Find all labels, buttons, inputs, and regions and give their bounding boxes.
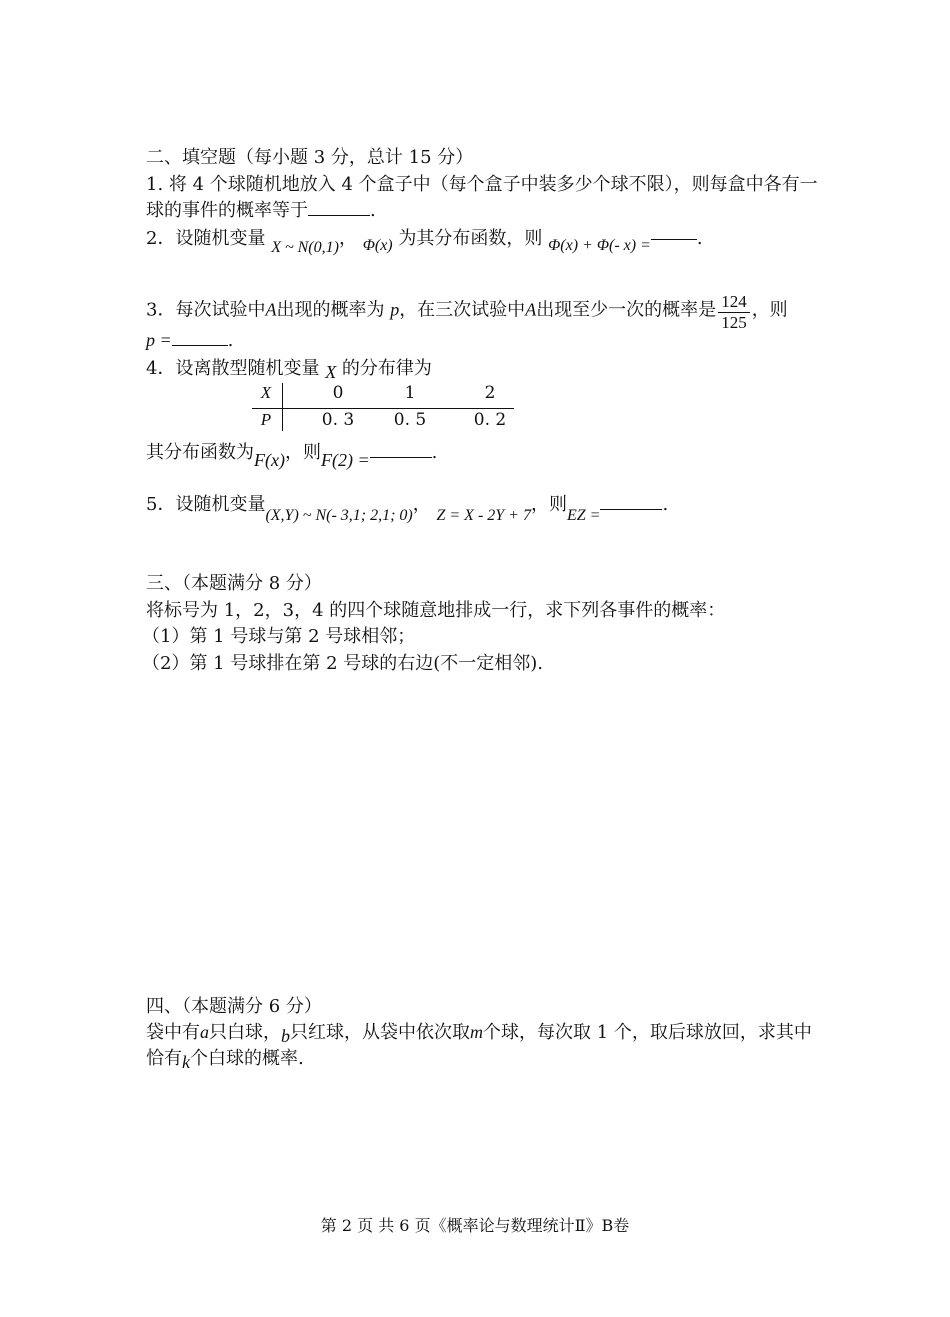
question-2-expression: Φ(x) + Φ(- x) = <box>548 237 651 254</box>
table-cell-x-2: 2 <box>484 383 496 403</box>
section-4-var-a: a <box>200 1022 209 1042</box>
answer-blank-1 <box>308 199 370 216</box>
question-4-line-2: 其分布函数为F(x)，则F(2) = . <box>146 442 438 470</box>
fraction-denominator: 125 <box>721 313 747 332</box>
question-3-fraction <box>718 292 750 333</box>
section-4-text-d: 个球，每次取 1 个，取后球放回，求其中 <box>483 1022 812 1043</box>
question-5-prefix: 5．设随机变量 <box>146 494 266 515</box>
question-3-event-a-2: A <box>525 299 537 320</box>
question-3 <box>146 290 788 331</box>
question-3-p-eq: p = <box>146 330 172 350</box>
table-row-x <box>252 383 514 409</box>
question-4-cdf-prefix: 其分布函数为 <box>146 442 254 463</box>
section-4-title: 四、（本题满分 6 分） <box>146 996 322 1017</box>
section-4-text-b: 只白球， <box>209 1022 281 1043</box>
question-4-suffix: 的分布律为 <box>341 358 432 379</box>
table-cell-x-0: 0 <box>332 383 344 403</box>
table-row-p <box>252 410 514 436</box>
question-5-sep: ， <box>412 494 431 515</box>
section-4-var-k: k <box>182 1052 190 1072</box>
question-3-prefix: 3．每次试验中 <box>146 299 266 321</box>
question-3-line-2: p = . <box>146 330 234 351</box>
question-3-mid-2: ，在三次试验中 <box>399 299 526 321</box>
answer-blank-5 <box>600 493 662 510</box>
section-4-text-a: 袋中有 <box>146 1022 200 1043</box>
page-footer: 第 2 页 共 6 页《概率论与数理统计Ⅱ》B卷 <box>320 1216 630 1235</box>
question-1-line-1: 1. 将 4 个球随机地放入 4 个盒子中（每个盒子中装多少个球不限），则每盒中各有一 <box>146 174 818 195</box>
question-2-distribution: X ~ N(0,1) <box>271 239 339 256</box>
question-3-event-a: A <box>265 299 277 320</box>
question-4-cdf: F(x) <box>254 450 285 470</box>
table-header-p: P <box>260 410 272 429</box>
section-3-body: 将标号为 1，2，3，4 的四个球随意地排成一行，求下列各事件的概率： <box>146 600 726 621</box>
question-3-mid-3: 出现至少一次的概率是 <box>536 299 717 321</box>
answer-blank-4 <box>370 441 432 458</box>
table-cell-p-1: 0. 5 <box>393 410 427 430</box>
question-1-line-2: 球的事件的概率等于 . <box>146 200 376 221</box>
question-5: 5．设随机变量(X,Y) ~ N(- 3,1; 2,1; 0)， Z = X - 2Y + 7，则EZ =. <box>146 494 669 524</box>
section-4-var-b: b <box>281 1026 290 1046</box>
question-3-mid-1: 出现的概率为 <box>276 299 385 321</box>
question-5-distribution: (X,Y) ~ N(- 3,1; 2,1; 0) <box>265 507 413 524</box>
section-4-line-2 <box>146 1046 304 1071</box>
question-5-mid: ，则 <box>530 494 567 515</box>
question-4 <box>146 356 432 381</box>
question-2-mid: 为其分布函数，则 <box>398 228 543 249</box>
question-2-phi: Φ(x) <box>362 237 393 254</box>
question-4-f2: F(2) = <box>320 450 370 470</box>
table-cell-p-0: 0. 3 <box>321 410 355 430</box>
table-cell-p-2: 0. 2 <box>473 410 507 430</box>
section-3-item-2: （2）第 1 号球排在第 2 号球的右边(不一定相邻). <box>142 653 544 674</box>
question-4-variable: X <box>325 362 337 382</box>
section-4-text-e: 恰有 <box>146 1048 182 1069</box>
table-header-x: X <box>260 383 272 402</box>
question-2-prefix: 2．设随机变量 <box>146 228 266 249</box>
section-4-text-c: 只红球，从袋中依次取 <box>290 1022 470 1043</box>
question-2-sep: ， <box>338 228 357 249</box>
question-1-text: 球的事件的概率等于 <box>146 200 308 221</box>
answer-blank-2 <box>651 223 697 240</box>
question-2: 2．设随机变量 X ~ N(0,1)， Φ(x) 为其分布函数，则 Φ(x) + Φ(- x) = . <box>146 227 703 252</box>
answer-blank-3 <box>172 329 228 346</box>
section-4-text-f: 个白球的概率. <box>190 1048 304 1069</box>
question-5-z: Z = X - 2Y + 7 <box>436 507 531 524</box>
section-4-line-1 <box>146 1020 812 1045</box>
question-4-cdf-mid: ，则 <box>284 442 321 463</box>
question-5-ez: EZ = <box>566 507 601 524</box>
section-2-title: 二、填空题（每小题 3 分，总计 15 分） <box>146 147 474 168</box>
distribution-table <box>252 381 514 433</box>
question-3-suffix: ，则 <box>751 299 788 321</box>
table-cell-x-1: 1 <box>404 383 416 403</box>
question-3-p: p <box>390 299 400 320</box>
section-4-var-m: m <box>470 1022 483 1042</box>
section-3-item-1: （1）第 1 号球与第 2 号球相邻； <box>142 626 416 647</box>
section-3-title: 三、（本题满分 8 分） <box>146 573 322 594</box>
fraction-numerator: 124 <box>718 292 750 313</box>
question-4-prefix: 4．设离散型随机变量 <box>146 358 320 379</box>
